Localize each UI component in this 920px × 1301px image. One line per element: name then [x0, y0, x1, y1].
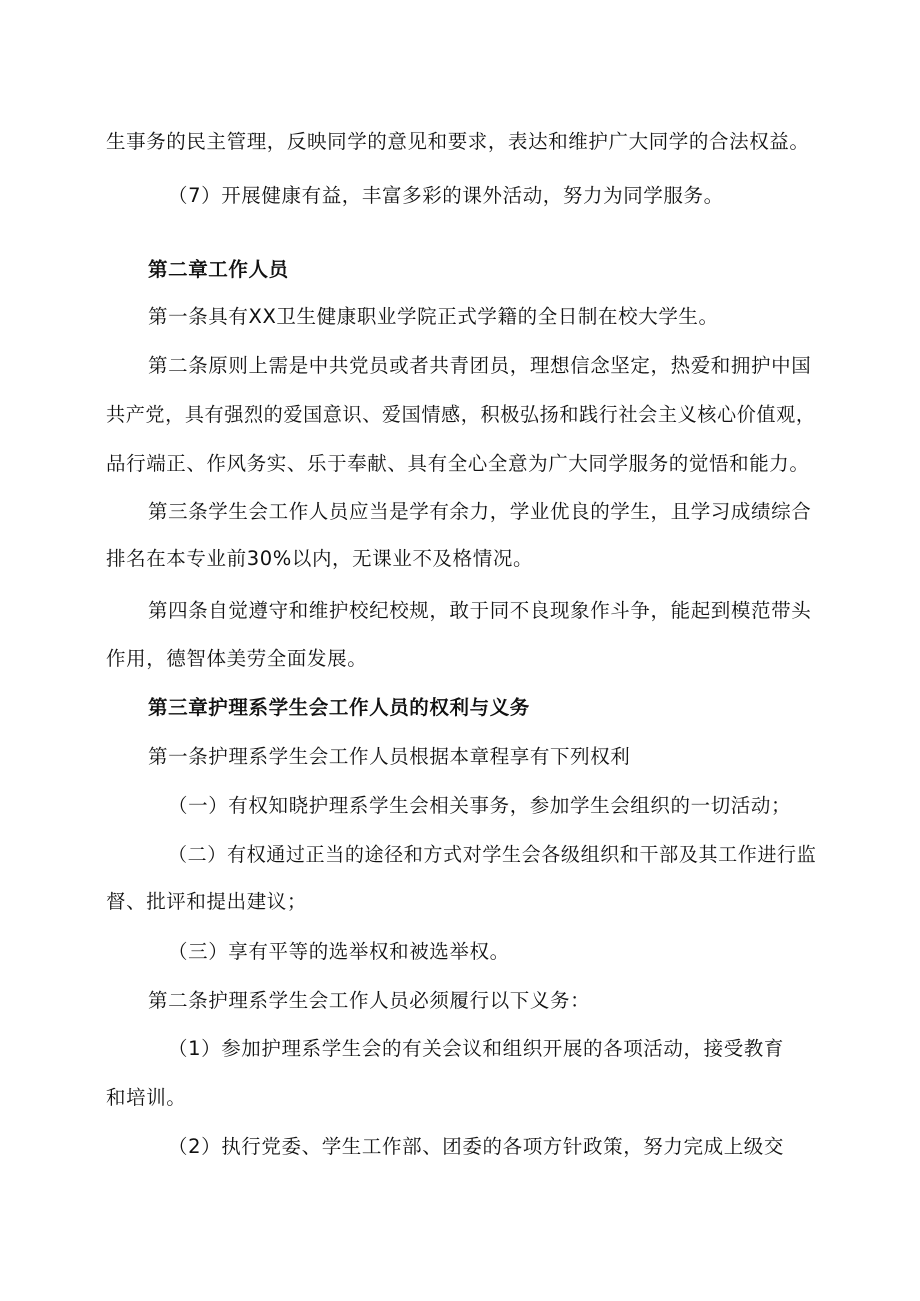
paragraph-line: 和培训。 [106, 1086, 187, 1109]
chapter-heading: 第二章工作人员 [148, 258, 289, 281]
paragraph-line: （二）有权通过正当的途径和方式对学生会各级组织和干部及其工作进行监 [168, 844, 817, 866]
paragraph-line: 生事务的民主管理，反映同学的意见和要求，表达和维护广大同学的合法权益。 [106, 130, 810, 153]
paragraph-line: 督、批评和提出建议； [106, 890, 308, 913]
paragraph-line: （三）享有平等的选举权和被选举权。 [168, 940, 510, 963]
paragraph-line: 第二条原则上需是中共党员或者共青团员，理想信念坚定，热爱和拥护中国 [148, 354, 812, 377]
chapter-heading: 第三章护理系学生会工作人员的权利与义务 [148, 696, 530, 719]
paragraph-line: 第一条具有XX卫生健康职业学院正式学籍的全日制在校大学生。 [148, 305, 719, 328]
paragraph-line: 排名在本专业前30%以内，无课业不及格情况。 [106, 547, 534, 570]
paragraph-line: 第一条护理系学生会工作人员根据本章程享有下列权利 [148, 745, 631, 768]
paragraph-line: 第二条护理系学生会工作人员必须履行以下义务： [148, 989, 591, 1012]
paragraph-line: 第三条学生会工作人员应当是学有余力，学业优良的学生，且学习成绩综合 [148, 500, 812, 523]
paragraph-line: （一）有权知晓护理系学生会相关事务，参加学生会组织的一切活动； [168, 794, 792, 817]
paragraph-line: 共产党，具有强烈的爱国意识、爱国情感，积极弘扬和践行社会主义核心价值观， [106, 403, 816, 426]
paragraph-line: 作用，德智体美劳全面发展。 [106, 647, 368, 670]
paragraph-line: 品行端正、作风务实、乐于奉献、具有全心全意为广大同学服务的觉悟和能力。 [106, 452, 810, 475]
paragraph-line: （2）执行党委、学生工作部、团委的各项方针政策，努力完成上级交 [168, 1135, 785, 1158]
paragraph-line: 第四条自觉遵守和维护校纪校规，敢于同不良现象作斗争，能起到模范带头 [148, 599, 812, 622]
paragraph-line: （1）参加护理系学生会的有关会议和组织开展的各项活动，接受教育 [168, 1037, 785, 1060]
paragraph-line: （7）开展健康有益，丰富多彩的课外活动，努力为同学服务。 [168, 184, 724, 207]
